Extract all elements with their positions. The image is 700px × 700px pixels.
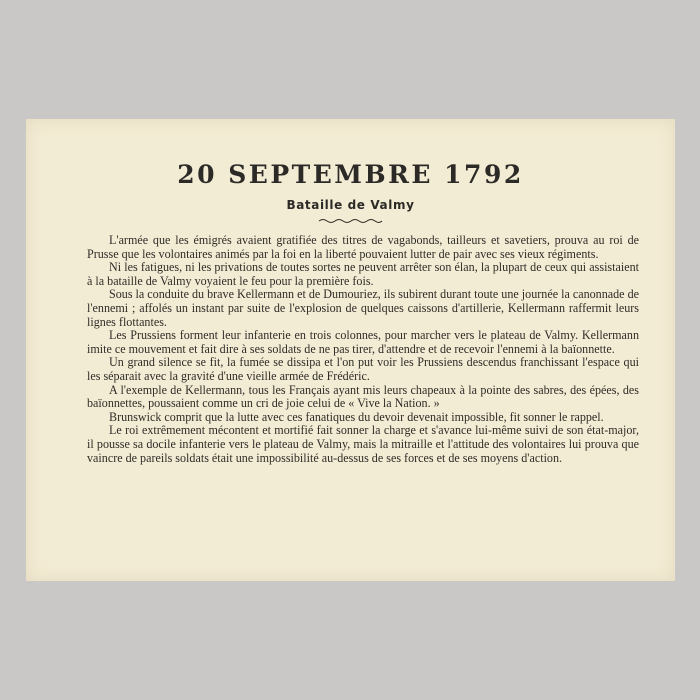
paragraph: Un grand silence se fit, la fumée se dissipa et l'on put voir les Prussiens descendus franchissant l'espace qui les séparait avec la gravité d'une vieille armée de Frédéric. [87, 355, 639, 383]
paragraph: Les Prussiens forment leur infanterie en trois colonnes, pour marcher vers le plateau de Valmy. Kellermann imite ce mouvement et fait dire à ses soldats de ne pas tirer, d'attendre et de recevoir l'ennemi à la baïonnette. [87, 328, 639, 356]
paragraph: A l'exemple de Kellermann, tous les Français ayant mis leurs chapeaux à la pointe des sabres, des épées, des baïonnettes, poussaient comme un cri de joie celui de « Vive la Nation. » [87, 382, 639, 411]
document-card [26, 119, 675, 581]
wavy-rule-ornament [318, 218, 383, 224]
document-subtitle: Bataille de Valmy [286, 198, 415, 212]
paragraph: Sous la conduite du brave Kellermann et de Dumouriez, ils subirent durant toute une journée la canonnade de l'ennemi ; affolés un instant par suite de l'explosion de quelques caissons d'artillerie, Kellermann raffermit leurs lignes flottantes. [87, 287, 639, 329]
paragraph: Brunswick comprit que la lutte avec ces fanatiques du devoir devenait impossible, fit sonner le rappel. [109, 409, 604, 424]
document-title: 20 SEPTEMBRE 1792 [177, 160, 524, 189]
paragraph: L'armée que les émigrés avaient gratifiée des titres de vagabonds, tailleurs et savetiers, prouva au roi de Prusse que les volontaires animés par la foi en la liberté pouvaient lutter de pair avec ses vieux régiments. [87, 233, 639, 261]
paragraph: Le roi extrêmement mécontent et mortifié fait sonner la charge et s'avance lui-même suivi de son état-major, il pousse sa docile infanterie vers le plateau de Valmy, mais la mitraille et l'attitude des volontaires lui prouva que vaincre de pareils soldats était une impossibilité au-dessus de ses forces et de ses moyens d'action. [87, 423, 639, 465]
paragraph: Ni les fatigues, ni les privations de toutes sortes ne peuvent arrêter son élan, la plupart de ceux qui assistaient à la bataille de Valmy voyaient le feu pour la première fois. [87, 260, 639, 288]
document-body [87, 234, 639, 465]
